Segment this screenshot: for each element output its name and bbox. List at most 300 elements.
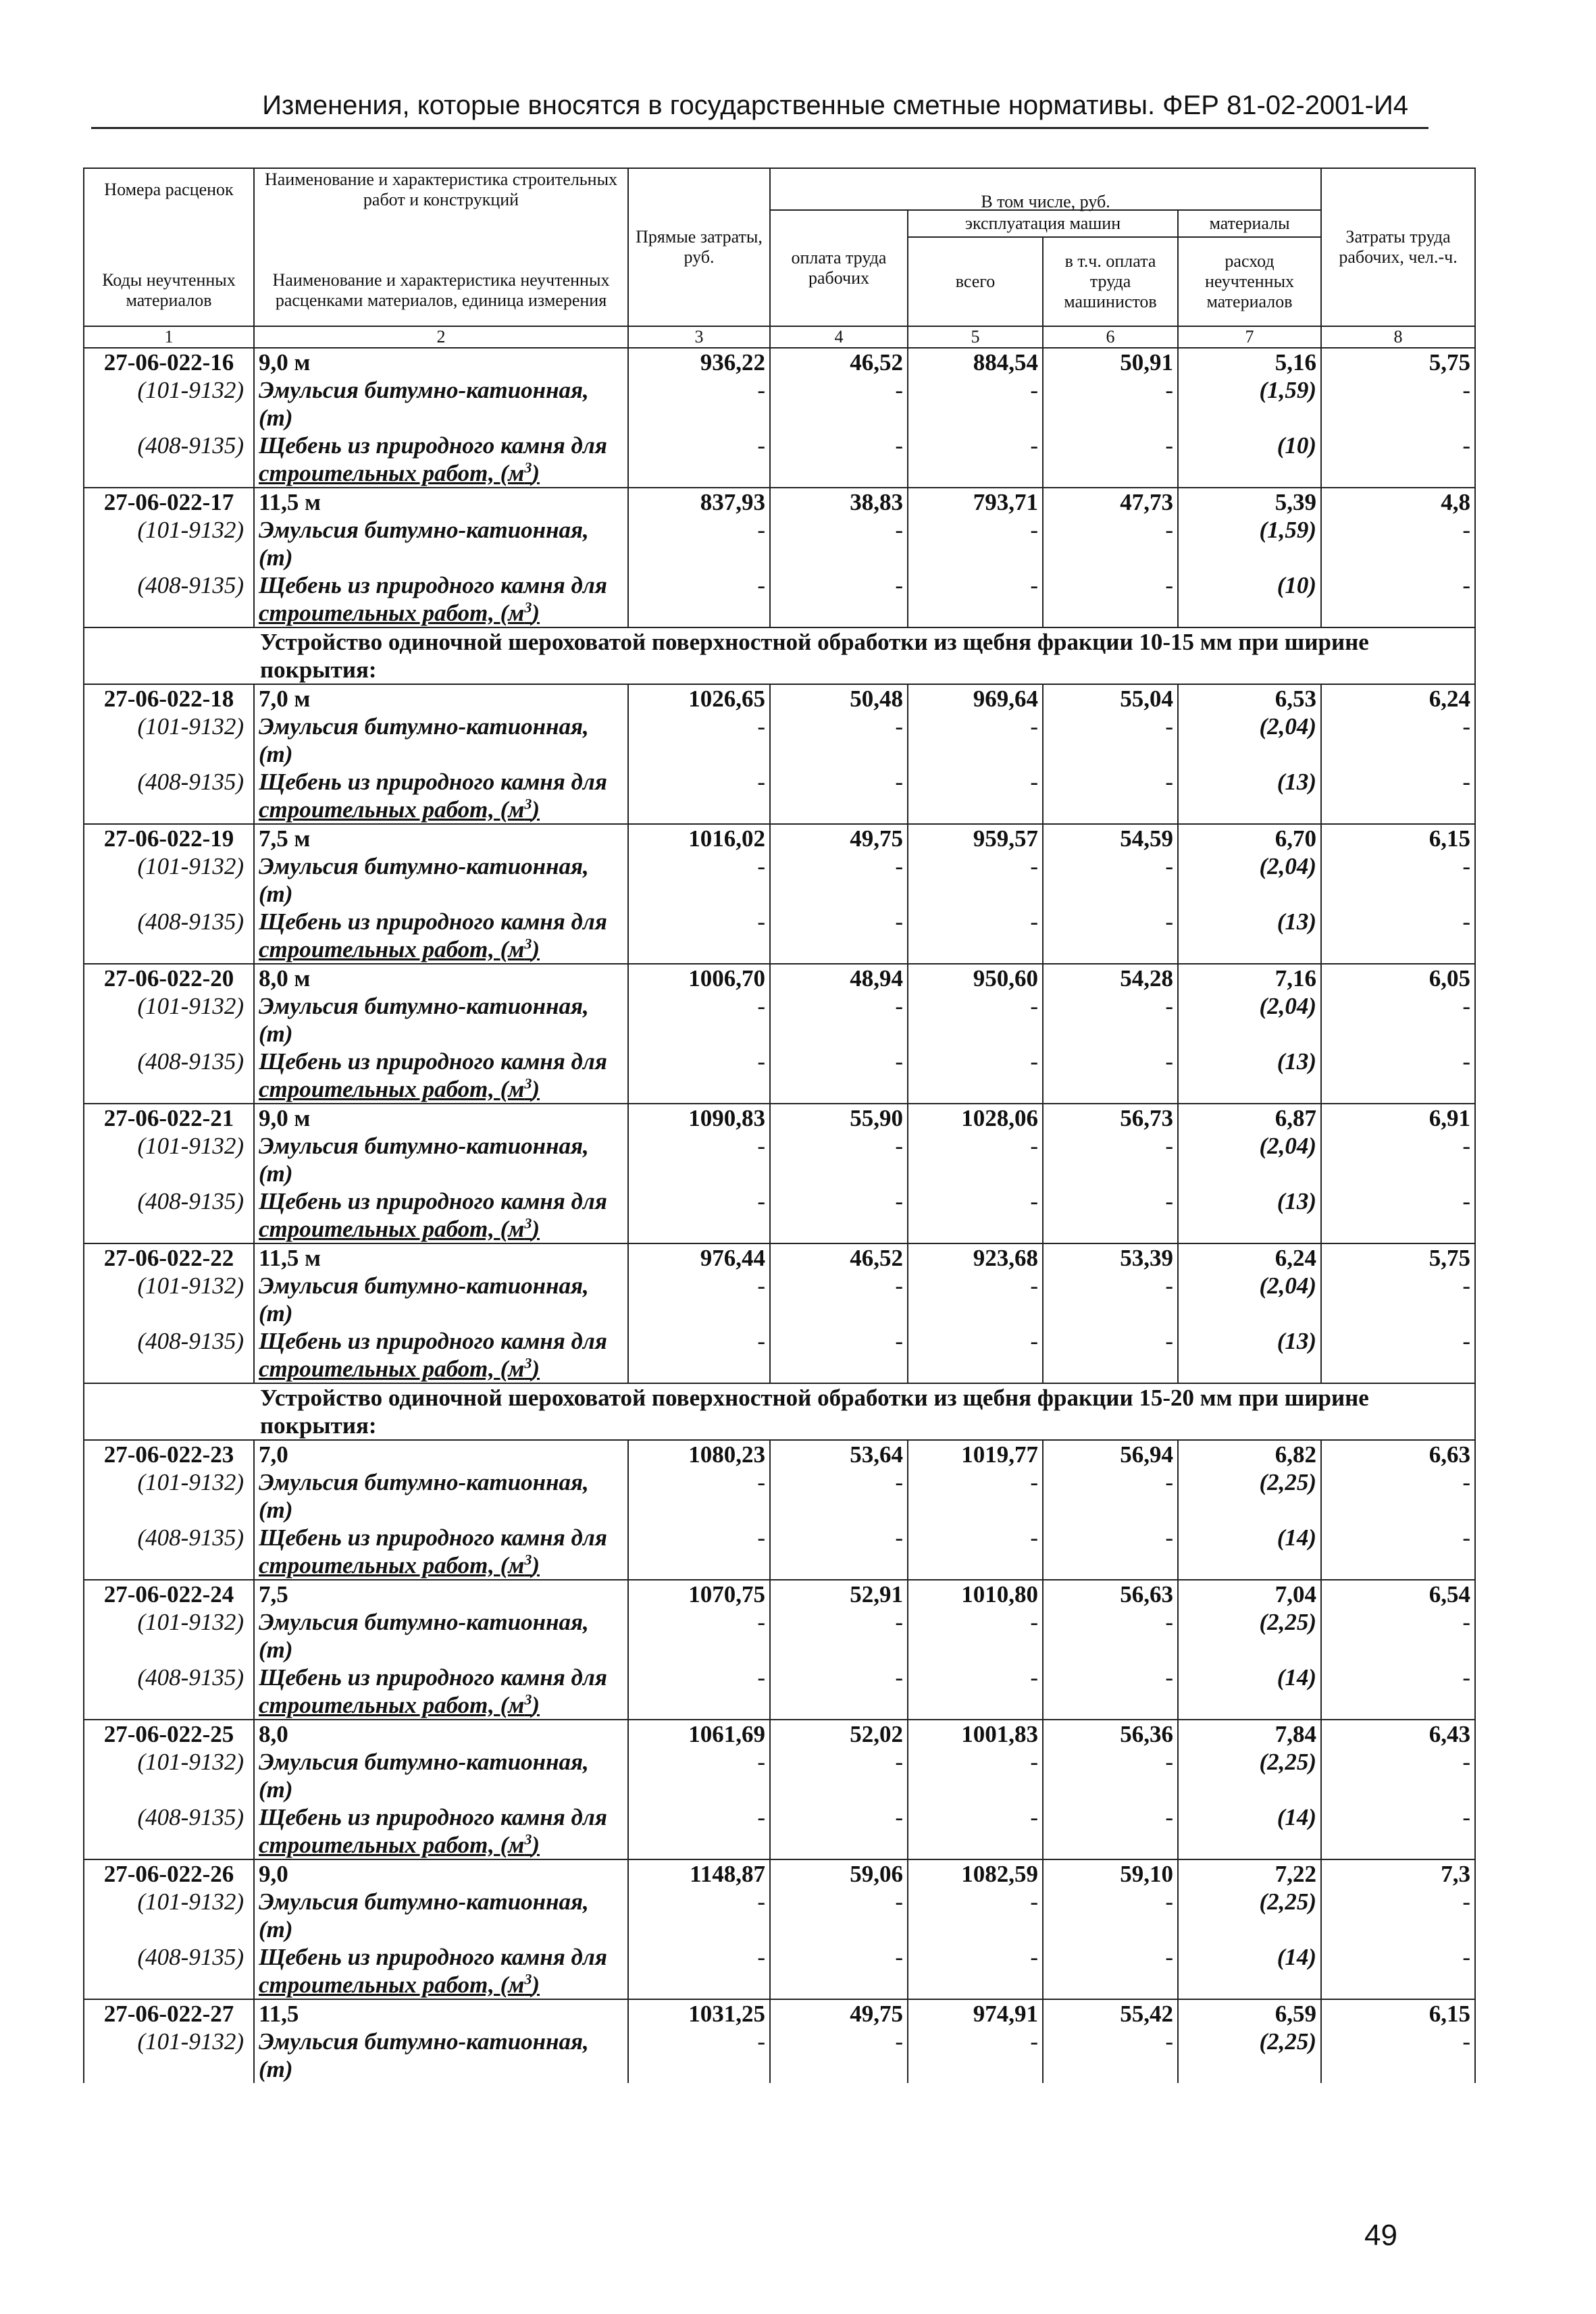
dash-cell: - — [1321, 1187, 1475, 1215]
unit-close: ) — [532, 1356, 540, 1382]
empty-cell — [628, 740, 770, 768]
unit-close: ) — [532, 1972, 540, 1998]
empty-cell — [628, 404, 770, 432]
rate-direct: 976,44 — [628, 1243, 770, 1272]
col-header-labor-hours: Затраты труда рабочих, чел.-ч. — [1321, 168, 1475, 326]
rate-code: 27-06-022-19 — [84, 824, 254, 852]
material-code: (101-9132) — [84, 376, 254, 404]
empty-cell — [1178, 1831, 1321, 1859]
empty-cell — [1043, 1776, 1178, 1803]
empty-cell — [1321, 1160, 1475, 1187]
rate-code: 27-06-022-27 — [84, 1999, 254, 2028]
dash-cell: - — [908, 571, 1043, 599]
material-unit-text: строительных работ, (м — [259, 1216, 525, 1242]
section-header-row — [84, 1383, 1475, 1440]
col-header-group: В том числе, руб. — [770, 168, 1321, 210]
rate-labor: 49,75 — [770, 824, 908, 852]
empty-cell — [770, 1300, 908, 1327]
dash-cell: - — [628, 1272, 770, 1300]
dash-cell: - — [1043, 571, 1178, 599]
empty-cell — [628, 1300, 770, 1327]
empty-cell — [1043, 1551, 1178, 1580]
empty-cell — [1178, 1215, 1321, 1243]
material-unit: (т) — [254, 880, 628, 908]
rate-mach-labor: 53,39 — [1043, 1243, 1178, 1272]
empty-cell — [770, 880, 908, 908]
rate-labor: 38,83 — [770, 488, 908, 516]
rate-mach-labor: 59,10 — [1043, 1859, 1178, 1888]
col-header-worker-pay: оплата труда рабочих — [770, 210, 908, 326]
empty-cell — [1178, 1971, 1321, 1999]
empty-cell — [84, 1355, 254, 1383]
empty-cell — [1321, 599, 1475, 627]
material-name: Щебень из природного камня для — [254, 1327, 628, 1355]
empty-cell — [1043, 1916, 1178, 1943]
rate-direct: 1061,69 — [628, 1720, 770, 1748]
dash-cell: - — [1043, 432, 1178, 459]
empty-cell — [770, 1691, 908, 1720]
material-name: Щебень из природного камня для — [254, 571, 628, 599]
empty-cell — [84, 1496, 254, 1524]
empty-cell — [908, 1355, 1043, 1383]
empty-cell — [1321, 740, 1475, 768]
dash-cell: - — [770, 1132, 908, 1160]
empty-cell — [770, 1020, 908, 1048]
material-row-unit — [84, 796, 1475, 824]
empty-cell — [908, 1691, 1043, 1720]
rate-code: 27-06-022-17 — [84, 488, 254, 516]
empty-cell — [1043, 1075, 1178, 1104]
empty-cell — [1321, 1971, 1475, 1999]
material-row-gravel — [84, 432, 1475, 459]
rate-hours: 6,05 — [1321, 964, 1475, 992]
dash-cell: - — [908, 432, 1043, 459]
empty-cell — [908, 459, 1043, 488]
dash-cell: - — [1043, 1888, 1178, 1916]
dash-cell: - — [628, 2028, 770, 2055]
empty-cell — [908, 1160, 1043, 1187]
rate-hours: 6,15 — [1321, 824, 1475, 852]
section-title: Устройство одиночной шероховатой поверхностной обработки из щебня фракции 10-15 мм при ширине покрытия: — [84, 627, 1475, 684]
dash-cell: - — [628, 852, 770, 880]
empty-cell — [1043, 1636, 1178, 1664]
material-row-unit — [84, 1160, 1475, 1187]
empty-cell — [1321, 935, 1475, 964]
empty-cell — [908, 1776, 1043, 1803]
dash-cell: - — [770, 768, 908, 796]
material-code: (101-9132) — [84, 713, 254, 740]
section-header-row — [84, 627, 1475, 684]
rate-hours: 5,75 — [1321, 348, 1475, 376]
dash-cell: - — [1043, 713, 1178, 740]
material-name: Щебень из природного камня для — [254, 1048, 628, 1075]
rate-code: 27-06-022-24 — [84, 1580, 254, 1608]
dash-cell: - — [1043, 1524, 1178, 1551]
dash-cell: - — [908, 1608, 1043, 1636]
dash-cell: - — [1321, 1272, 1475, 1300]
empty-cell — [84, 2055, 254, 2083]
dash-cell: - — [908, 1943, 1043, 1971]
page-header — [91, 86, 1428, 129]
empty-cell — [770, 1355, 908, 1383]
material-unit — [254, 1691, 628, 1720]
material-code: (101-9132) — [84, 1468, 254, 1496]
empty-cell — [628, 1916, 770, 1943]
empty-cell — [84, 740, 254, 768]
material-usage: (14) — [1178, 1664, 1321, 1691]
empty-cell — [1043, 544, 1178, 571]
material-row-emulsion — [84, 2028, 1475, 2055]
material-code: (408-9135) — [84, 571, 254, 599]
empty-cell — [84, 1971, 254, 1999]
material-name: Эмульсия битумно-катионная, — [254, 2028, 628, 2055]
rate-name: 8,0 — [254, 1720, 628, 1748]
rate-materials: 5,39 — [1178, 488, 1321, 516]
material-usage: (1,59) — [1178, 516, 1321, 544]
empty-cell — [628, 2055, 770, 2083]
dash-cell: - — [770, 1943, 908, 1971]
empty-cell — [770, 404, 908, 432]
dash-cell: - — [908, 768, 1043, 796]
empty-cell — [628, 1971, 770, 1999]
rate-labor: 52,91 — [770, 1580, 908, 1608]
material-name: Эмульсия битумно-катионная, — [254, 1888, 628, 1916]
material-usage: (13) — [1178, 1327, 1321, 1355]
empty-cell — [1043, 459, 1178, 488]
dash-cell: - — [908, 1048, 1043, 1075]
section-title: Устройство одиночной шероховатой поверхностной обработки из щебня фракции 15-20 мм при ширине покрытия: — [84, 1383, 1475, 1440]
empty-cell — [1321, 796, 1475, 824]
empty-cell — [1178, 1691, 1321, 1720]
material-usage: (1,59) — [1178, 376, 1321, 404]
material-unit-text: строительных работ, (м — [259, 460, 525, 486]
empty-cell — [908, 599, 1043, 627]
empty-cell — [628, 1020, 770, 1048]
dash-cell: - — [770, 852, 908, 880]
dash-cell: - — [628, 713, 770, 740]
empty-cell — [1178, 1020, 1321, 1048]
dash-cell: - — [908, 1664, 1043, 1691]
dash-cell: - — [908, 1327, 1043, 1355]
rate-materials: 6,53 — [1178, 684, 1321, 713]
rate-materials: 7,16 — [1178, 964, 1321, 992]
dash-cell: - — [770, 1272, 908, 1300]
col-header-machines-total: всего — [908, 237, 1043, 326]
empty-cell — [628, 796, 770, 824]
empty-cell — [908, 1215, 1043, 1243]
rate-code: 27-06-022-22 — [84, 1243, 254, 1272]
rate-row — [84, 488, 1475, 516]
empty-cell — [1178, 1916, 1321, 1943]
empty-cell — [628, 1636, 770, 1664]
material-usage: (13) — [1178, 1187, 1321, 1215]
material-name: Щебень из природного камня для — [254, 908, 628, 935]
col-number: 3 — [628, 326, 770, 348]
rate-labor: 49,75 — [770, 1999, 908, 2028]
col-header-rate-number: Номера расценок — [84, 168, 254, 210]
dash-cell: - — [628, 992, 770, 1020]
dash-cell: - — [908, 1888, 1043, 1916]
material-name: Щебень из природного камня для — [254, 768, 628, 796]
unit-exponent: 3 — [524, 795, 532, 813]
unit-exponent: 3 — [524, 1075, 532, 1092]
rate-mach: 959,57 — [908, 824, 1043, 852]
rate-direct: 1070,75 — [628, 1580, 770, 1608]
dash-cell: - — [628, 1664, 770, 1691]
rate-row — [84, 1104, 1475, 1132]
col-number: 1 — [84, 326, 254, 348]
material-unit — [254, 935, 628, 964]
rate-mach: 923,68 — [908, 1243, 1043, 1272]
dash-cell: - — [770, 376, 908, 404]
material-code: (408-9135) — [84, 908, 254, 935]
rate-materials: 7,04 — [1178, 1580, 1321, 1608]
dash-cell: - — [1321, 1803, 1475, 1831]
empty-cell — [770, 1916, 908, 1943]
dash-cell: - — [628, 1608, 770, 1636]
dash-cell: - — [908, 713, 1043, 740]
empty-cell — [1321, 404, 1475, 432]
empty-cell — [628, 1691, 770, 1720]
rate-mach-labor: 56,63 — [1043, 1580, 1178, 1608]
rate-direct: 936,22 — [628, 348, 770, 376]
dash-cell: - — [770, 1608, 908, 1636]
dash-cell: - — [1321, 1048, 1475, 1075]
material-code: (101-9132) — [84, 852, 254, 880]
rate-hours: 5,75 — [1321, 1243, 1475, 1272]
empty-cell — [1321, 1636, 1475, 1664]
empty-cell — [628, 1075, 770, 1104]
material-row-emulsion — [84, 1888, 1475, 1916]
material-unit: (т) — [254, 404, 628, 432]
empty-cell — [1321, 1776, 1475, 1803]
rate-mach-labor: 54,28 — [1043, 964, 1178, 992]
dash-cell: - — [1043, 1664, 1178, 1691]
material-row-gravel — [84, 1327, 1475, 1355]
col-header-operator-pay: в т.ч. оплата труда машинистов — [1043, 237, 1178, 326]
empty-cell — [770, 1215, 908, 1243]
dash-cell: - — [628, 1468, 770, 1496]
rate-code: 27-06-022-20 — [84, 964, 254, 992]
material-usage: (14) — [1178, 1943, 1321, 1971]
empty-cell — [84, 599, 254, 627]
material-row-emulsion — [84, 1132, 1475, 1160]
rate-hours: 6,15 — [1321, 1999, 1475, 2028]
dash-cell: - — [1043, 992, 1178, 1020]
material-row-unit — [84, 2055, 1475, 2083]
empty-cell — [1321, 544, 1475, 571]
dash-cell: - — [1043, 516, 1178, 544]
rate-mach: 1019,77 — [908, 1440, 1043, 1468]
unit-close: ) — [532, 600, 540, 626]
empty-cell — [1321, 1075, 1475, 1104]
dash-cell: - — [770, 1187, 908, 1215]
empty-cell — [1043, 599, 1178, 627]
rate-hours: 7,3 — [1321, 1859, 1475, 1888]
rate-materials: 6,59 — [1178, 1999, 1321, 2028]
material-unit — [254, 1075, 628, 1104]
dash-cell: - — [1321, 1132, 1475, 1160]
dash-cell: - — [628, 432, 770, 459]
material-name: Эмульсия битумно-катионная, — [254, 1132, 628, 1160]
empty-cell — [1043, 1971, 1178, 1999]
material-name: Эмульсия битумно-катионная, — [254, 516, 628, 544]
material-code: (101-9132) — [84, 1748, 254, 1776]
col-number: 8 — [1321, 326, 1475, 348]
empty-cell — [1043, 1300, 1178, 1327]
dash-cell: - — [1321, 376, 1475, 404]
material-usage: (10) — [1178, 432, 1321, 459]
dash-cell: - — [770, 908, 908, 935]
empty-cell — [1178, 2055, 1321, 2083]
rate-materials: 7,84 — [1178, 1720, 1321, 1748]
dash-cell: - — [1321, 1468, 1475, 1496]
empty-cell — [628, 459, 770, 488]
dash-cell: - — [628, 516, 770, 544]
empty-cell — [908, 1020, 1043, 1048]
rate-mach: 1001,83 — [908, 1720, 1043, 1748]
material-usage: (2,04) — [1178, 992, 1321, 1020]
empty-cell — [1043, 935, 1178, 964]
dash-cell: - — [770, 1048, 908, 1075]
unit-exponent: 3 — [524, 1354, 532, 1372]
col-header-machines: эксплуатация машин — [908, 210, 1178, 237]
col-header-material-code: Коды неучтенных материалов — [84, 210, 254, 326]
material-row-gravel — [84, 1664, 1475, 1691]
material-unit: (т) — [254, 740, 628, 768]
rate-materials: 6,87 — [1178, 1104, 1321, 1132]
material-unit: (т) — [254, 2055, 628, 2083]
material-unit — [254, 599, 628, 627]
empty-cell — [1178, 1075, 1321, 1104]
rate-code: 27-06-022-25 — [84, 1720, 254, 1748]
material-code: (408-9135) — [84, 1664, 254, 1691]
material-row-unit — [84, 1971, 1475, 1999]
empty-cell — [1178, 740, 1321, 768]
empty-cell — [770, 1971, 908, 1999]
dash-cell: - — [628, 1132, 770, 1160]
material-code: (408-9135) — [84, 768, 254, 796]
dash-cell: - — [770, 432, 908, 459]
empty-cell — [1178, 796, 1321, 824]
material-row-unit — [84, 1551, 1475, 1580]
rate-mach: 950,60 — [908, 964, 1043, 992]
dash-cell: - — [628, 1048, 770, 1075]
dash-cell: - — [908, 2028, 1043, 2055]
material-row-unit — [84, 599, 1475, 627]
dash-cell: - — [628, 571, 770, 599]
material-name: Эмульсия битумно-катионная, — [254, 713, 628, 740]
rate-hours: 6,54 — [1321, 1580, 1475, 1608]
material-unit — [254, 1355, 628, 1383]
material-row-emulsion — [84, 516, 1475, 544]
dash-cell: - — [1043, 1943, 1178, 1971]
dash-cell: - — [628, 1524, 770, 1551]
dash-cell: - — [628, 1943, 770, 1971]
material-usage: (13) — [1178, 1048, 1321, 1075]
material-usage: (2,25) — [1178, 1608, 1321, 1636]
material-name: Щебень из природного камня для — [254, 1187, 628, 1215]
material-row-gravel — [84, 768, 1475, 796]
dash-cell: - — [1321, 1943, 1475, 1971]
rate-hours: 6,63 — [1321, 1440, 1475, 1468]
dash-cell: - — [1321, 1664, 1475, 1691]
rate-name: 7,0 — [254, 1440, 628, 1468]
empty-cell — [1321, 1215, 1475, 1243]
material-row-gravel — [84, 1943, 1475, 1971]
empty-cell — [908, 544, 1043, 571]
col-number: 2 — [254, 326, 628, 348]
empty-cell — [908, 1636, 1043, 1664]
material-name: Эмульсия битумно-катионная, — [254, 1608, 628, 1636]
dash-cell: - — [1321, 992, 1475, 1020]
unit-exponent: 3 — [524, 1830, 532, 1848]
unit-exponent: 3 — [524, 459, 532, 476]
empty-cell — [1178, 1160, 1321, 1187]
empty-cell — [84, 1020, 254, 1048]
rate-name: 7,0 м — [254, 684, 628, 713]
rate-materials: 7,22 — [1178, 1859, 1321, 1888]
material-row-emulsion — [84, 852, 1475, 880]
material-unit — [254, 1831, 628, 1859]
dash-cell: - — [770, 1748, 908, 1776]
rate-mach-labor: 50,91 — [1043, 348, 1178, 376]
empty-cell — [1321, 2055, 1475, 2083]
material-row-emulsion — [84, 992, 1475, 1020]
rate-materials: 5,16 — [1178, 348, 1321, 376]
unit-exponent: 3 — [524, 598, 532, 616]
material-row-emulsion — [84, 1272, 1475, 1300]
empty-cell — [770, 1636, 908, 1664]
empty-cell — [770, 1551, 908, 1580]
empty-cell — [1321, 1831, 1475, 1859]
rate-row — [84, 1440, 1475, 1468]
empty-cell — [1178, 1776, 1321, 1803]
dash-cell: - — [908, 1748, 1043, 1776]
rate-labor: 50,48 — [770, 684, 908, 713]
material-row-unit — [84, 1776, 1475, 1803]
material-name: Эмульсия битумно-катионная, — [254, 376, 628, 404]
dash-cell: - — [1321, 852, 1475, 880]
material-unit: (т) — [254, 1496, 628, 1524]
dash-cell: - — [1043, 2028, 1178, 2055]
unit-close: ) — [532, 1076, 540, 1102]
empty-cell — [908, 880, 1043, 908]
empty-cell — [1043, 1215, 1178, 1243]
material-unit-text: строительных работ, (м — [259, 1972, 525, 1998]
material-usage: (14) — [1178, 1803, 1321, 1831]
material-unit — [254, 459, 628, 488]
material-code: (408-9135) — [84, 1524, 254, 1551]
empty-cell — [628, 880, 770, 908]
empty-cell — [84, 935, 254, 964]
unit-close: ) — [532, 936, 540, 962]
rate-direct: 1031,25 — [628, 1999, 770, 2028]
material-code: (408-9135) — [84, 1187, 254, 1215]
material-row-unit — [84, 404, 1475, 432]
empty-cell — [770, 599, 908, 627]
material-unit: (т) — [254, 1636, 628, 1664]
dash-cell: - — [908, 1187, 1043, 1215]
material-code: (408-9135) — [84, 1943, 254, 1971]
dash-cell: - — [628, 1327, 770, 1355]
empty-cell — [628, 544, 770, 571]
empty-cell — [628, 935, 770, 964]
material-name: Щебень из природного камня для — [254, 1943, 628, 1971]
rate-hours: 6,43 — [1321, 1720, 1475, 1748]
material-row-unit — [84, 740, 1475, 768]
material-row-emulsion — [84, 1748, 1475, 1776]
